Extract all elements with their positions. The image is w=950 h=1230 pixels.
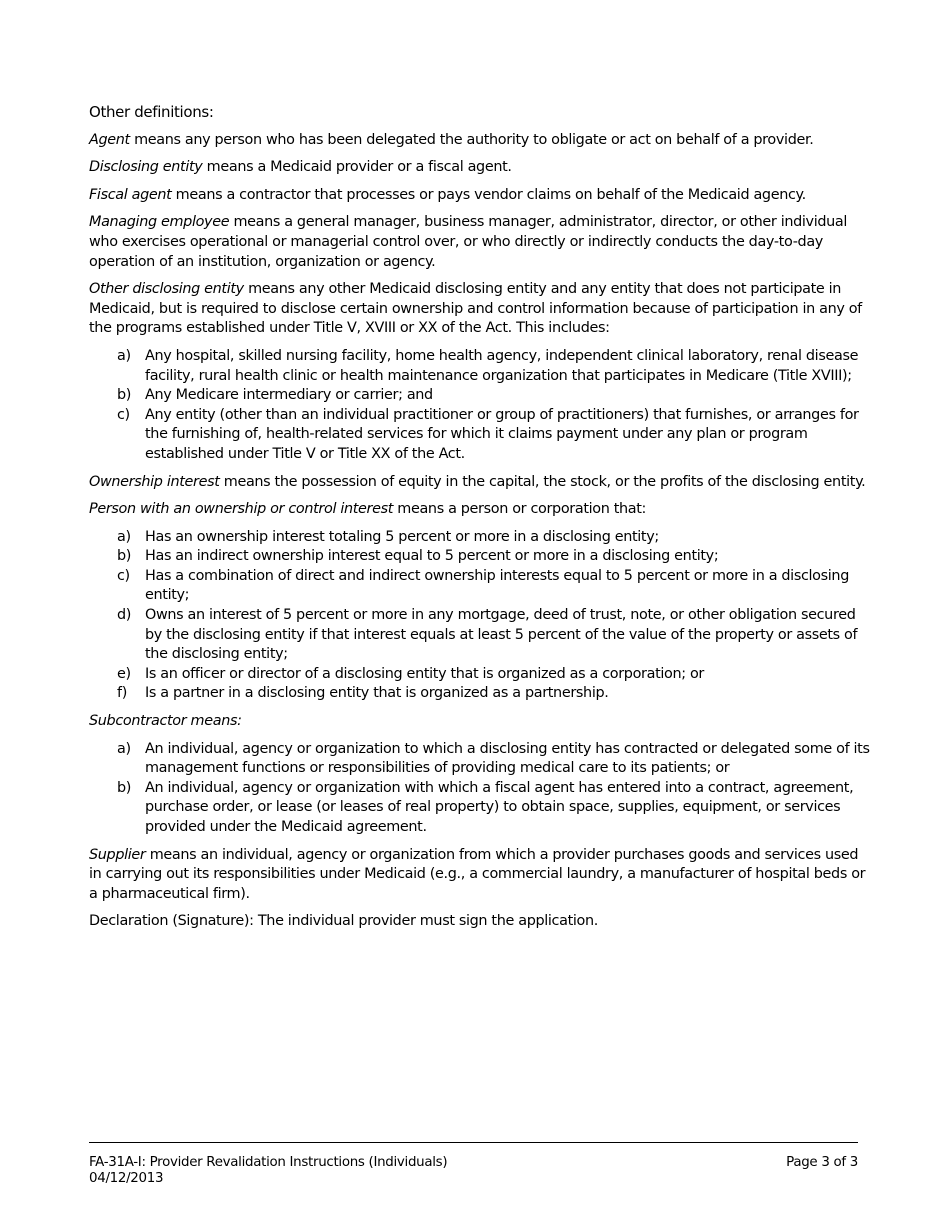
list-marker: f) xyxy=(117,685,127,702)
list-item-text: Owns an interest of 5 percent or more in any mortgage, deed of trust, note, or other obligation secured by the disclosing entity if that interest equals at least 5 percent of the value of the property or assets of the disclosing entity; xyxy=(145,607,858,663)
declaration-text: The individual provider must sign the application. xyxy=(253,913,598,930)
document-body xyxy=(89,103,873,940)
definition-fiscal-agent-text: means a contractor that processes or pays vendor claims on behalf of the Medicaid agency. xyxy=(171,186,806,203)
definition-managing-employee-text: means a general manager, business manager, administrator, director, or other individual who exercises operational or managerial control over, or who directly or indirectly conducts the day-to-day operation of an institution, organization or agency. xyxy=(89,214,848,270)
definition-other-disclosing-entity-text: means any other Medicaid disclosing entity and any entity that does not participate in Medicaid, but is required to disclose certain ownership and control information because of participation in any of the programs established under Title V, XVIII or XX of the Act. This includes: xyxy=(89,281,862,337)
footer-date: 04/12/2013 xyxy=(89,1171,164,1186)
list-marker: b) xyxy=(117,548,132,565)
declaration-label: Declaration (Signature): xyxy=(89,913,254,930)
list-marker: a) xyxy=(117,347,131,364)
list-item xyxy=(89,606,873,665)
list-item xyxy=(89,406,873,465)
list-marker: c) xyxy=(117,567,130,584)
definition-supplier-text: means an individual, agency or organization from which a provider purchases goods and services used in carrying out its responsibilities under Medicaid (e.g., a commercial laundry, a manufacturer of hospital beds or a pharmaceutical firm). xyxy=(89,846,866,902)
definition-disclosing-entity-text: means a Medicaid provider or a fiscal agent. xyxy=(202,159,512,176)
list-item-text: Is a partner in a disclosing entity that is organized as a partnership. xyxy=(145,685,609,702)
list-marker: a) xyxy=(117,528,131,545)
person-with-interest-list xyxy=(89,528,873,704)
term-managing-employee: Managing employee xyxy=(89,214,230,231)
list-item-text: Any hospital, skilled nursing facility, home health agency, independent clinical laboratory, renal disease facility, rural health clinic or health maintenance organization that participates in Medicare (Title XVIII); xyxy=(145,347,859,384)
definition-subcontractor xyxy=(89,712,873,732)
list-item xyxy=(89,684,873,704)
list-item xyxy=(89,347,873,386)
definition-other-disclosing-entity xyxy=(89,280,873,339)
definition-disclosing-entity xyxy=(89,158,873,178)
definition-supplier xyxy=(89,846,873,905)
definition-fiscal-agent xyxy=(89,186,873,206)
definition-ownership-interest xyxy=(89,473,873,493)
list-item xyxy=(89,386,873,406)
definition-agent xyxy=(89,131,873,151)
definition-agent-text: means any person who has been delegated the authority to obligate or act on behalf of a provider. xyxy=(129,131,814,148)
list-marker: b) xyxy=(117,779,132,796)
term-disclosing-entity: Disclosing entity xyxy=(89,159,203,176)
list-marker: b) xyxy=(117,387,132,404)
term-subcontractor: Subcontractor means: xyxy=(89,713,242,730)
list-marker: e) xyxy=(117,665,131,682)
list-item-text: An individual, agency or organization to which a disclosing entity has contracted or delegated some of its management functions or responsibilities of providing medical care to its patients; or xyxy=(145,740,870,777)
list-item-text: Has an indirect ownership interest equal to 5 percent or more in a disclosing entity; xyxy=(145,548,719,565)
footer-page-number: Page 3 of 3 xyxy=(786,1155,858,1170)
footer-divider xyxy=(89,1142,858,1143)
term-person-with-interest: Person with an ownership or control interest xyxy=(89,501,394,518)
other-disclosing-entity-list xyxy=(89,347,873,465)
definition-person-with-interest-text: means a person or corporation that: xyxy=(393,501,647,518)
list-item-text: Has an ownership interest totaling 5 percent or more in a disclosing entity; xyxy=(145,528,659,545)
list-item xyxy=(89,567,873,606)
term-fiscal-agent: Fiscal agent xyxy=(89,186,172,203)
definition-ownership-interest-text: means the possession of equity in the capital, the stock, or the profits of the disclosing entity. xyxy=(219,473,866,490)
list-item xyxy=(89,528,873,548)
list-item-text: Has a combination of direct and indirect ownership interests equal to 5 percent or more in a disclosing entity; xyxy=(145,567,849,604)
term-supplier: Supplier xyxy=(89,846,146,863)
declaration-signature xyxy=(89,912,873,932)
definition-person-with-interest xyxy=(89,500,873,520)
list-item xyxy=(89,779,873,838)
list-item-text: Is an officer or director of a disclosing entity that is organized as a corporation; or xyxy=(145,665,704,682)
term-other-disclosing-entity: Other disclosing entity xyxy=(89,281,244,298)
list-item-text: An individual, agency or organization with which a fiscal agent has entered into a contract, agreement, purchase order, or lease (or leases of real property) to obtain space, supplies, equipment, or services provided under the Medicaid agreement. xyxy=(145,779,854,835)
section-heading: Other definitions: xyxy=(89,103,214,121)
footer-form-title: FA-31A-I: Provider Revalidation Instructions (Individuals) xyxy=(89,1155,448,1170)
list-marker: c) xyxy=(117,406,130,423)
list-item xyxy=(89,665,873,685)
list-marker: a) xyxy=(117,740,131,757)
subcontractor-list xyxy=(89,740,873,838)
definition-managing-employee xyxy=(89,213,873,272)
term-ownership-interest: Ownership interest xyxy=(89,473,220,490)
list-item xyxy=(89,740,873,779)
term-agent: Agent xyxy=(89,131,130,148)
list-marker: d) xyxy=(117,607,132,624)
list-item-text: Any entity (other than an individual practitioner or group of practitioners) that furnishes, or arranges for the furnishing of, health-related services for which it claims payment under any plan or program established under Title V or Title XX of the Act. xyxy=(145,406,859,462)
page-footer xyxy=(89,1155,858,1187)
list-item-text: Any Medicare intermediary or carrier; and xyxy=(145,387,433,404)
list-item xyxy=(89,547,873,567)
